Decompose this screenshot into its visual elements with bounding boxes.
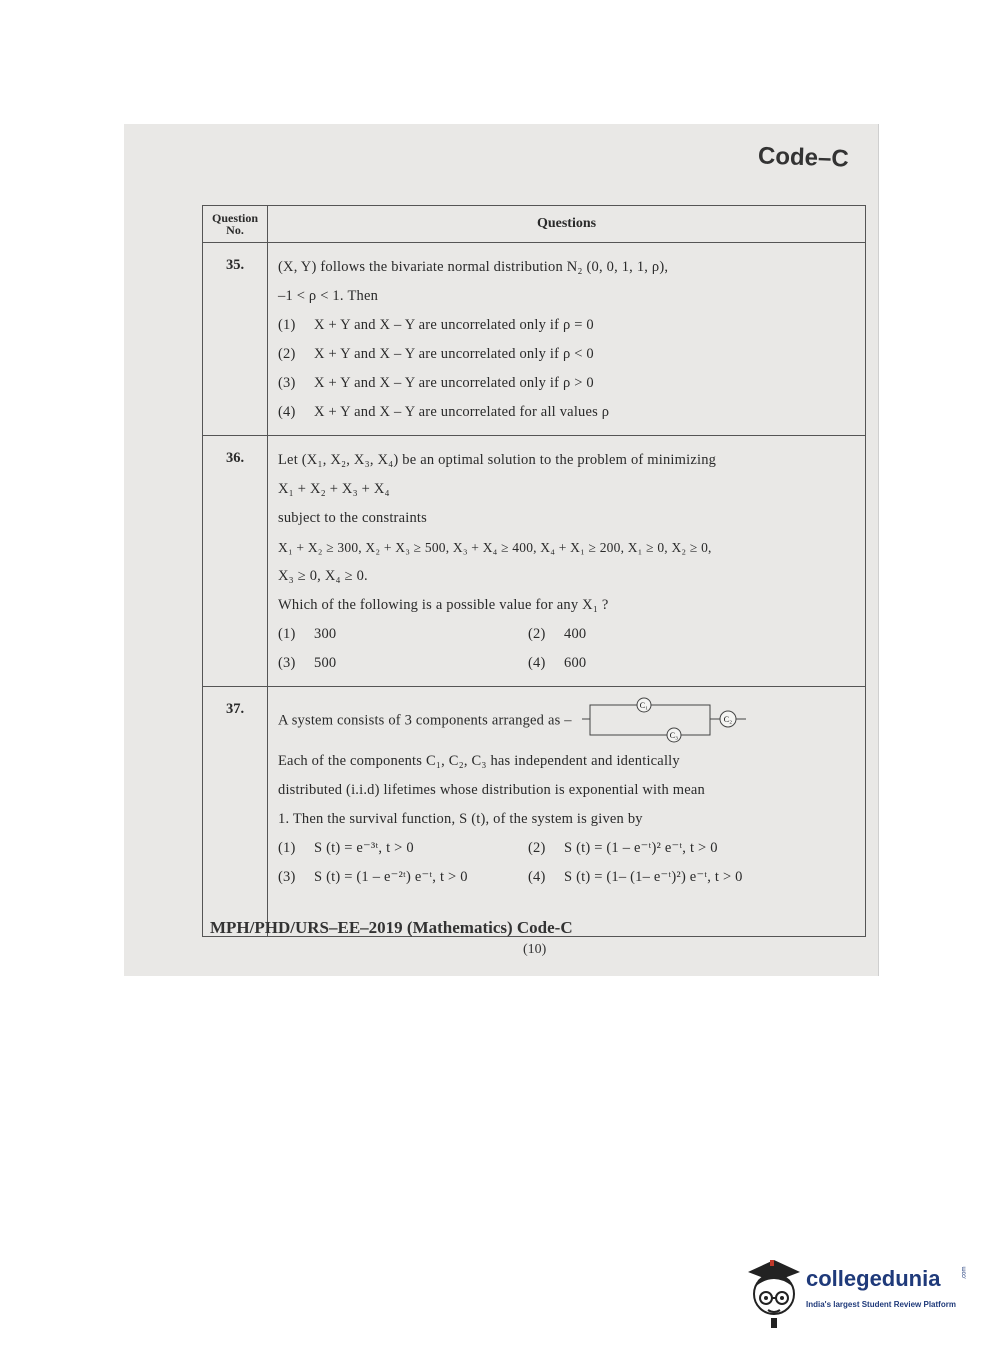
option-text: 500 [314,655,337,671]
option-text: X + Y and X – Y are uncorrelated only if ρ > 0 [314,375,594,391]
table-header-row [203,206,866,243]
option [528,649,778,678]
question-number: 37. [203,687,268,937]
stem-intro: A system consists of 3 components arranged as – [278,712,572,729]
option-row [278,863,859,892]
question-body [268,436,866,687]
option-text: S (t) = (1– (1– e⁻ᵗ)²) e⁻ᵗ, t > 0 [564,869,743,885]
option [528,834,778,863]
option-text: 600 [564,655,587,671]
option-label: (4) [278,404,296,420]
collegedunia-logo[interactable] [744,1258,974,1338]
question-row-37 [203,687,866,937]
option [528,620,778,649]
option-label: (2) [278,346,296,362]
stem-intro-line [278,697,859,747]
option [278,649,528,678]
stem-line: subject to the constraints [278,510,427,526]
option-text: X + Y and X – Y are uncorrelated only if ρ = 0 [314,317,594,333]
logo-suffix: .com [961,1266,968,1280]
option-label: (1) [278,840,296,856]
question-row-35 [203,243,866,436]
stem-line: X₁ + X₂ + X₃ + X₄ [278,481,390,497]
option [278,863,528,892]
question-number-header: Question No. [203,206,268,243]
option-row [278,649,859,678]
question-body [268,687,866,937]
question-number: 36. [203,436,268,687]
option-label: (2) [528,626,546,642]
stem-line: X₁ + X₂ ≥ 300, X₂ + X₃ ≥ 500, X₃ + X₄ ≥ 400, X₄ + X₁ ≥ 200, X₁ ≥ 0, X₂ ≥ 0, [278,540,712,555]
option-text: 300 [314,626,337,642]
option [278,620,528,649]
component-c2-label: C₂ [723,715,732,724]
paper-footer: MPH/PHD/URS–EE–2019 (Mathematics) Code-C [210,918,573,937]
option-text: X + Y and X – Y are uncorrelated for all values ρ [314,404,610,420]
option-row [278,834,859,863]
stem-line: Each of the components C₁, C₂, C₃ has independent and identically [278,753,680,769]
option [278,369,859,398]
stem-line: X₃ ≥ 0, X₄ ≥ 0. [278,568,368,584]
option [278,398,859,427]
paper-code: Code–C [757,142,850,173]
option-text: S (t) = (1 – e⁻²ᵗ) e⁻ᵗ, t > 0 [314,869,468,885]
question-number: 35. [203,243,268,436]
component-c3-label: C₃ [669,731,678,740]
option-label: (2) [528,840,546,856]
circuit-diagram [582,697,762,745]
option-label: (1) [278,626,296,642]
option-text: X + Y and X – Y are uncorrelated only if ρ < 0 [314,346,594,362]
option-label: (3) [278,655,296,671]
option-text: S (t) = (1 – e⁻ᵗ)² e⁻ᵗ, t > 0 [564,840,718,856]
component-c1-label: C₁ [639,701,648,710]
option [278,311,859,340]
stem-line: (X, Y) follows the bivariate normal distribution N₂ (0, 0, 1, 1, ρ), [278,259,669,275]
option-row [278,620,859,649]
question-row-36 [203,436,866,687]
option-text: S (t) = e⁻³ᵗ, t > 0 [314,840,414,856]
stem-line: 1. Then the survival function, S (t), of the system is given by [278,811,643,827]
stem-line: –1 < ρ < 1. Then [278,288,379,304]
stem-line: Which of the following is a possible value for any X₁ ? [278,597,609,613]
question-body [268,243,866,436]
question-table [202,205,866,937]
page-number: (10) [523,942,547,957]
option [528,863,778,892]
option [278,834,528,863]
logo-tagline: India's largest Student Review Platform [806,1300,956,1309]
stem-line: Let (X₁, X₂, X₃, X₄) be an optimal solution to the problem of minimizing [278,452,717,468]
logo-wordmark: collegedunia [806,1266,941,1291]
option-label: (3) [278,375,296,391]
graduate-mascot-icon [744,1258,802,1328]
stem-line: distributed (i.i.d) lifetimes whose distribution is exponential with mean [278,782,705,798]
option-label: (1) [278,317,296,333]
option [278,340,859,369]
option-label: (4) [528,869,546,885]
question-table-wrapper [202,205,868,937]
questions-header: Questions [268,206,866,243]
option-label: (3) [278,869,296,885]
option-text: 400 [564,626,587,642]
option-label: (4) [528,655,546,671]
